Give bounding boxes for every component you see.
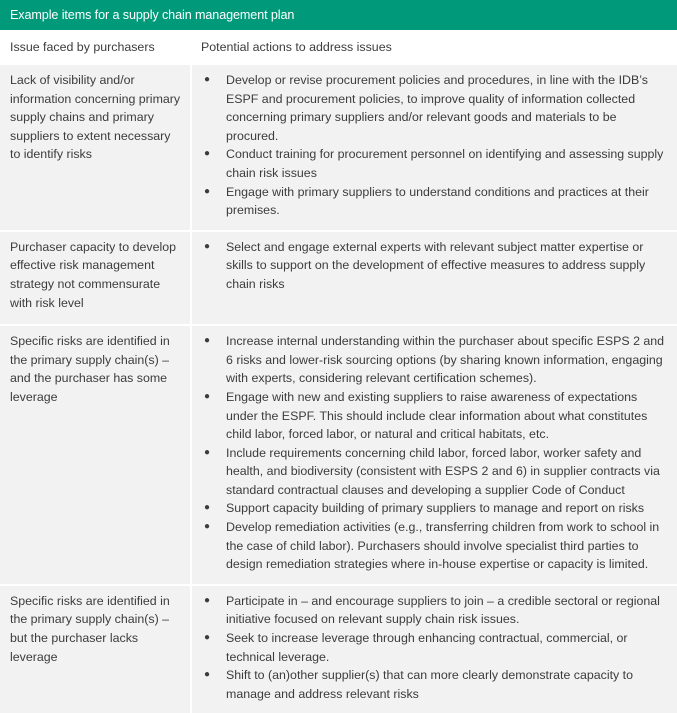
issue-cell: Purchaser capacity to develop effective risk management strategy not commensurate with risk level [0, 231, 191, 325]
actions-cell [191, 231, 677, 325]
list-item: ● Increase internal understanding within the purchaser about specific ESPS 2 and 6 risks and lower-risk sourcing options (by sharing known information, engaging with experts, considering relevant certification schemes). [204, 334, 665, 386]
bullet-icon: ● [204, 74, 211, 85]
bullet-icon: ● [204, 148, 211, 160]
actions-cell [191, 585, 677, 713]
bullet-icon: ● [204, 669, 211, 681]
column-header-issue: Issue faced by purchasers [0, 30, 191, 64]
actions-list [192, 332, 669, 574]
actions-list [192, 238, 669, 294]
list-item: ● Seek to increase leverage through enhancing contractual, commercial, or technical leverage. [204, 631, 628, 664]
actions-list [192, 592, 669, 704]
table-title: Example items for a supply chain management plan [0, 0, 677, 30]
list-item: ● Engage with new and existing suppliers to raise awareness of expectations under the ESPF. This should include clear information about what constitutes child labor, forced labor, or natural and critical habitats, etc. [204, 389, 648, 442]
list-item: ● Support capacity building of primary suppliers to manage and report on risks [192, 499, 669, 518]
list-item: ● Shift to (an)other supplier(s) that can more clearly demonstrate capacity to manage and address relevant risks [204, 668, 634, 701]
bullet-icon: ● [204, 446, 211, 458]
issue-cell: Specific risks are identified in the primary supply chain(s) – but the purchaser lacks leverage [0, 585, 191, 713]
bullet-icon: ● [204, 502, 211, 514]
list-item: ● Include requirements concerning child labor, forced labor, worker safety and health, and biodiversity (consistent with ESPS 2 and 6) in supplier contracts via standard contractual clauses and developing a supplier Code of Conduct [204, 445, 660, 497]
list-item: ● Develop remediation activities (e.g., transferring children from work to school in the case of child labor). Purchasers should involve specialist third parties to design remediation strategies where in-house expertise or capacity is limited. [204, 520, 660, 572]
column-header-actions: Potential actions to address issues [191, 30, 677, 64]
bullet-icon: ● [204, 632, 211, 644]
supply-chain-plan-table [0, 30, 677, 713]
table-row [0, 64, 677, 231]
actions-list [192, 71, 669, 220]
table-row [0, 325, 677, 585]
table-row [0, 231, 677, 325]
list-item: ● Develop or revise procurement policies and procedures, in line with the IDB’s ESPF and procurement policies, to improve quality of information collected concerning primary suppliers and/or relevant goods and materials to be procured. [204, 73, 648, 143]
bullet-icon: ● [204, 521, 211, 533]
actions-cell [191, 64, 677, 231]
bullet-icon: ● [204, 594, 211, 606]
bullet-icon: ● [204, 335, 211, 347]
issue-cell: Lack of visibility and/or information concerning primary supply chains and primary suppliers to extent necessary to identify risks [0, 64, 191, 231]
bullet-icon: ● [204, 185, 211, 197]
list-item: ● Conduct training for procurement personnel on identifying and assessing supply chain risk issues [204, 147, 664, 180]
list-item: ● Select and engage external experts with relevant subject matter expertise or skills to support on the development of effective measures to address supply chain risks [204, 239, 646, 291]
table-row [0, 585, 677, 713]
list-item: ● Participate in – and encourage suppliers to join – a credible sectoral or regional initiative focused on relevant supply chain risk issues. [204, 593, 660, 627]
issue-cell: Specific risks are identified in the primary supply chain(s) – and the purchaser has some leverage [0, 325, 191, 585]
list-item: ● Engage with primary suppliers to understand conditions and practices at their premises. [204, 184, 649, 218]
header-row [0, 30, 677, 64]
bullet-icon: ● [204, 390, 211, 402]
actions-cell [191, 325, 677, 585]
bullet-icon: ● [204, 240, 211, 252]
